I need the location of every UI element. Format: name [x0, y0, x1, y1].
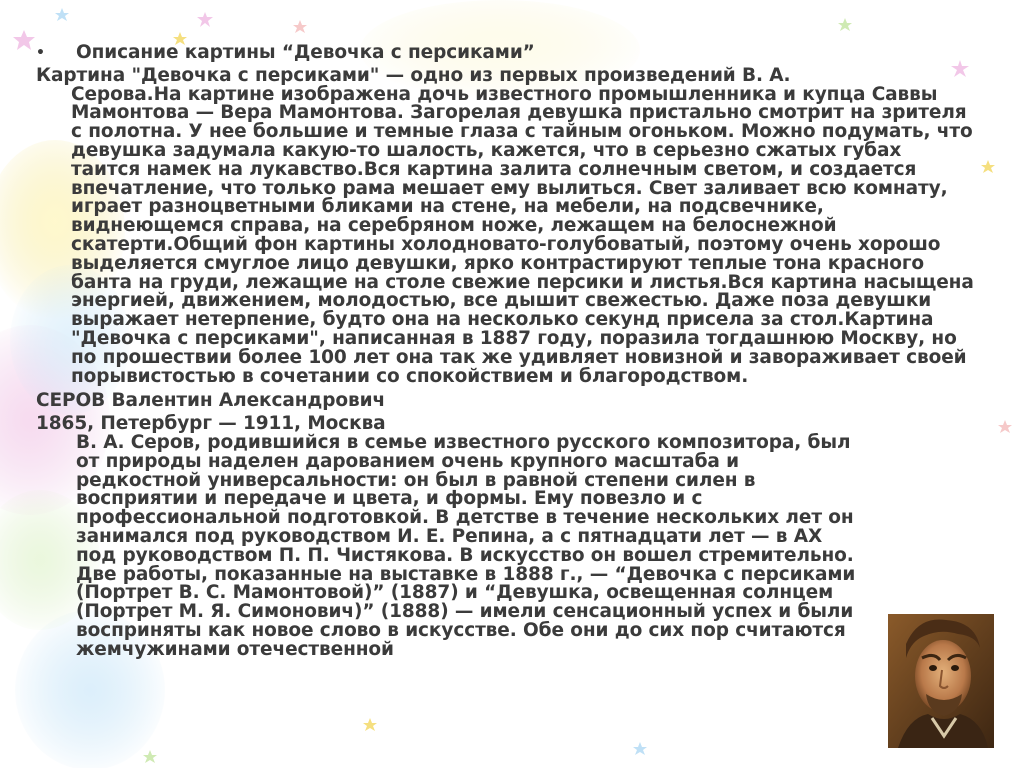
bullet-marker: • — [36, 45, 45, 61]
slide-title: Описание картины “Девочка с персиками” — [76, 42, 535, 63]
paragraph1-body: Серова.На картине изображена дочь известного промышленника и купца Саввы Мамонтова — Вера Мамонтова. Загорелая девушка пристально смотрит на зрителя с полотна. У нее большие и темные глаза с тайным огоньком. Можно подумать, что девушка задумала какую-то шалость, кажется, что в серьезно сжатых губах таится намек на лукавство.Вся картина залита солнечным светом, и создается впечатление, что только рама мешает ему вылиться. Свет заливает всю комнату, играет разноцветными бликами на стене, на мебели, на подсвечнике, виднеющемся справа, на серебряном ноже, лежащем на белоснежной скатерти.Общий фон картины холодновато-голубоватый, поэтому очень хорошо выделяется смуглое лицо девушки, ярко контрастируют теплые тона красного банта на груди, лежащие на столе свежие персики и листья.Вся картина насыщена энергией, движением, молодостью, все дышит свежестью. Даже поза девушки выражает нетерпение, будто она на несколько секунд присела за стол.Картина "Девочка с персиками", написанная в 1887 году, поразила тогдашнюю Москву, но по прошествии более 100 лет она так же удивляет новизной и завораживает своей порывистостью в сочетании со спокойствием и благородством. — [71, 83, 974, 387]
artist-biography-paragraph: В. А. Серов, родившийся в семье известного русского композитора, был от природы наделен дарованием очень крупного масштаба и редкостной универсальности: он был в равной степени силен в восприятии и передаче и цвета, и формы. Ему повезло и с профессиональной подготовкой. В детстве в течение нескольких лет он занимался под руководством И. Е. Репина, а с пятнадцати лет — в АХ под руководством П. П. Чистякова. В искусство он вошел стремительно. Две работы, показанные на выставке в 1888 г., — “Девочка с персиками (Портрет В. С. Мамонтовой)” (1887) и “Девушка, освещенная солнцем (Портрет М. Я. Симонович)” (1888) — имели сенсационный успех и были восприняты как новое слово в искусстве. Обе они до сих пор считаются жемчужинами отечественной — [76, 431, 856, 660]
bullet-item — [36, 44, 976, 63]
artist-dates: 1865, Петербург — 1911, Москва — [36, 413, 386, 435]
paragraph1-first-line: Картина "Девочка с персиками" — одно из первых произведений В. А. — [36, 64, 791, 86]
slide-text-body — [36, 44, 976, 660]
serov-portrait-image — [888, 614, 994, 748]
painting-description-paragraph — [36, 64, 976, 387]
artist-heading: СЕРОВ Валентин Александрович — [36, 390, 386, 412]
